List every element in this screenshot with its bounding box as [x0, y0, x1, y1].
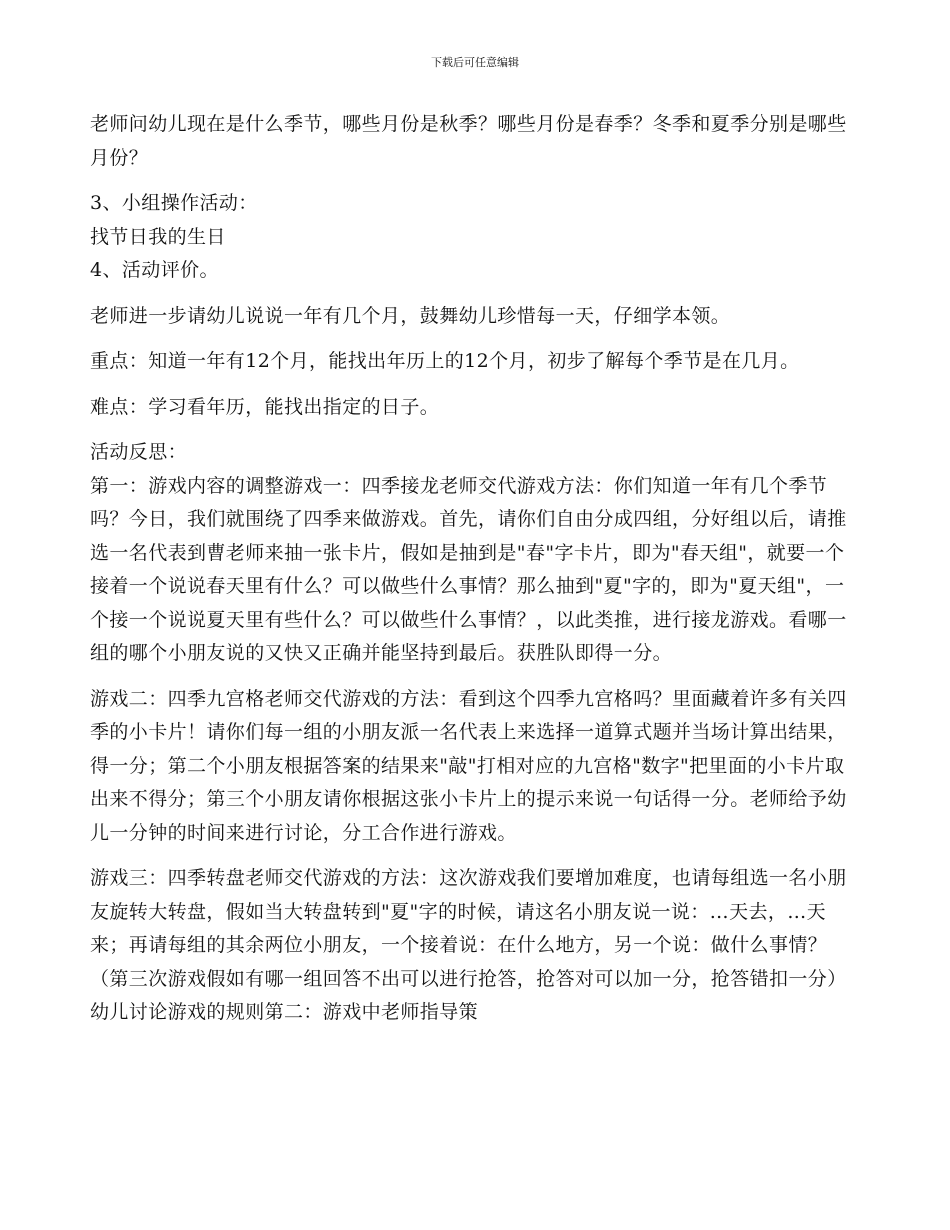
paragraph-reflection-heading: 活动反思： — [90, 441, 188, 463]
paragraph-game-one: 第一：游戏内容的调整游戏一：四季接龙老师交代游戏方法：你们知道一年有几个季节吗？今日，我们就围绕了四季来做游戏。首先，请你们自由分成四组，分好组以后，请推选一名代表到曹老师来抽一张卡片，假如是抽到是"春"字卡片，即为"春天组"，就要一个接着一个说说春天里有什么？可以做些什么事情？那么抽到"夏"字的，即为"夏天组"，一个接一个说说夏天里有些什么？可以做些什么事情？，以此类推，进行接龙游戏。看哪一组的哪个小朋友说的又快又正确并能坚持到最后。获胜队即得一分。 — [90, 474, 847, 664]
paragraph-find-holiday: 找节日我的生日 — [90, 225, 226, 248]
page-header: 下载后可任意编辑 — [431, 56, 519, 69]
paragraph-game-two: 游戏二：四季九宫格老师交代游戏的方法：看到这个四季九宫格吗？里面藏着许多有关四季的小卡片！请你们每一组的小朋友派一名代表上来选择一道算式题并当场计算出结果，得一分；第二个小朋友根据答案的结果来"敲"打相对应的九宫格"数字"把里面的小卡片取出来不得分；第三个小朋友请你根据这张小卡片上的提示来说一句话得一分。老师给予幼儿一分钟的时间来进行讨论，分工合作进行游戏。 — [90, 687, 847, 844]
document-body — [90, 108, 860, 1030]
paragraph-key-point: 重点：知道一年有12个月，能找出年历上的12个月，初步了解每个季节是在几月。 — [90, 350, 800, 372]
paragraph-step-3: 3、小组操作活动： — [90, 192, 258, 214]
paragraph-teacher-encourage: 老师进一步请幼儿说说一年有几个月，鼓舞幼儿珍惜每一天，仔细学本领。 — [90, 304, 731, 327]
paragraph-seasons-question: 老师问幼儿现在是什么季节，哪些月份是秋季？哪些月份是春季？冬季和夏季分别是哪些月份？ — [90, 113, 847, 169]
paragraph-game-three: 游戏三：四季转盘老师交代游戏的方法：这次游戏我们要增加难度，也请每组选一名小朋友旋转大转盘，假如当大转盘转到"夏"字的时候，请这名小朋友说一说：…天去，…天来；再请每组的其余两位小朋友，一个接着说：在什么地方，另一个说：做什么事情？（第三次游戏假如有哪一组回答不出可以进行抢答，抢答对可以加一分，抢答错扣一分）幼儿讨论游戏的规则第二：游戏中老师指导策 — [90, 867, 847, 1023]
paragraph-step-4: 4、活动评价。 — [90, 259, 219, 281]
paragraph-difficulty: 难点：学习看年历，能找出指定的日子。 — [90, 395, 440, 418]
